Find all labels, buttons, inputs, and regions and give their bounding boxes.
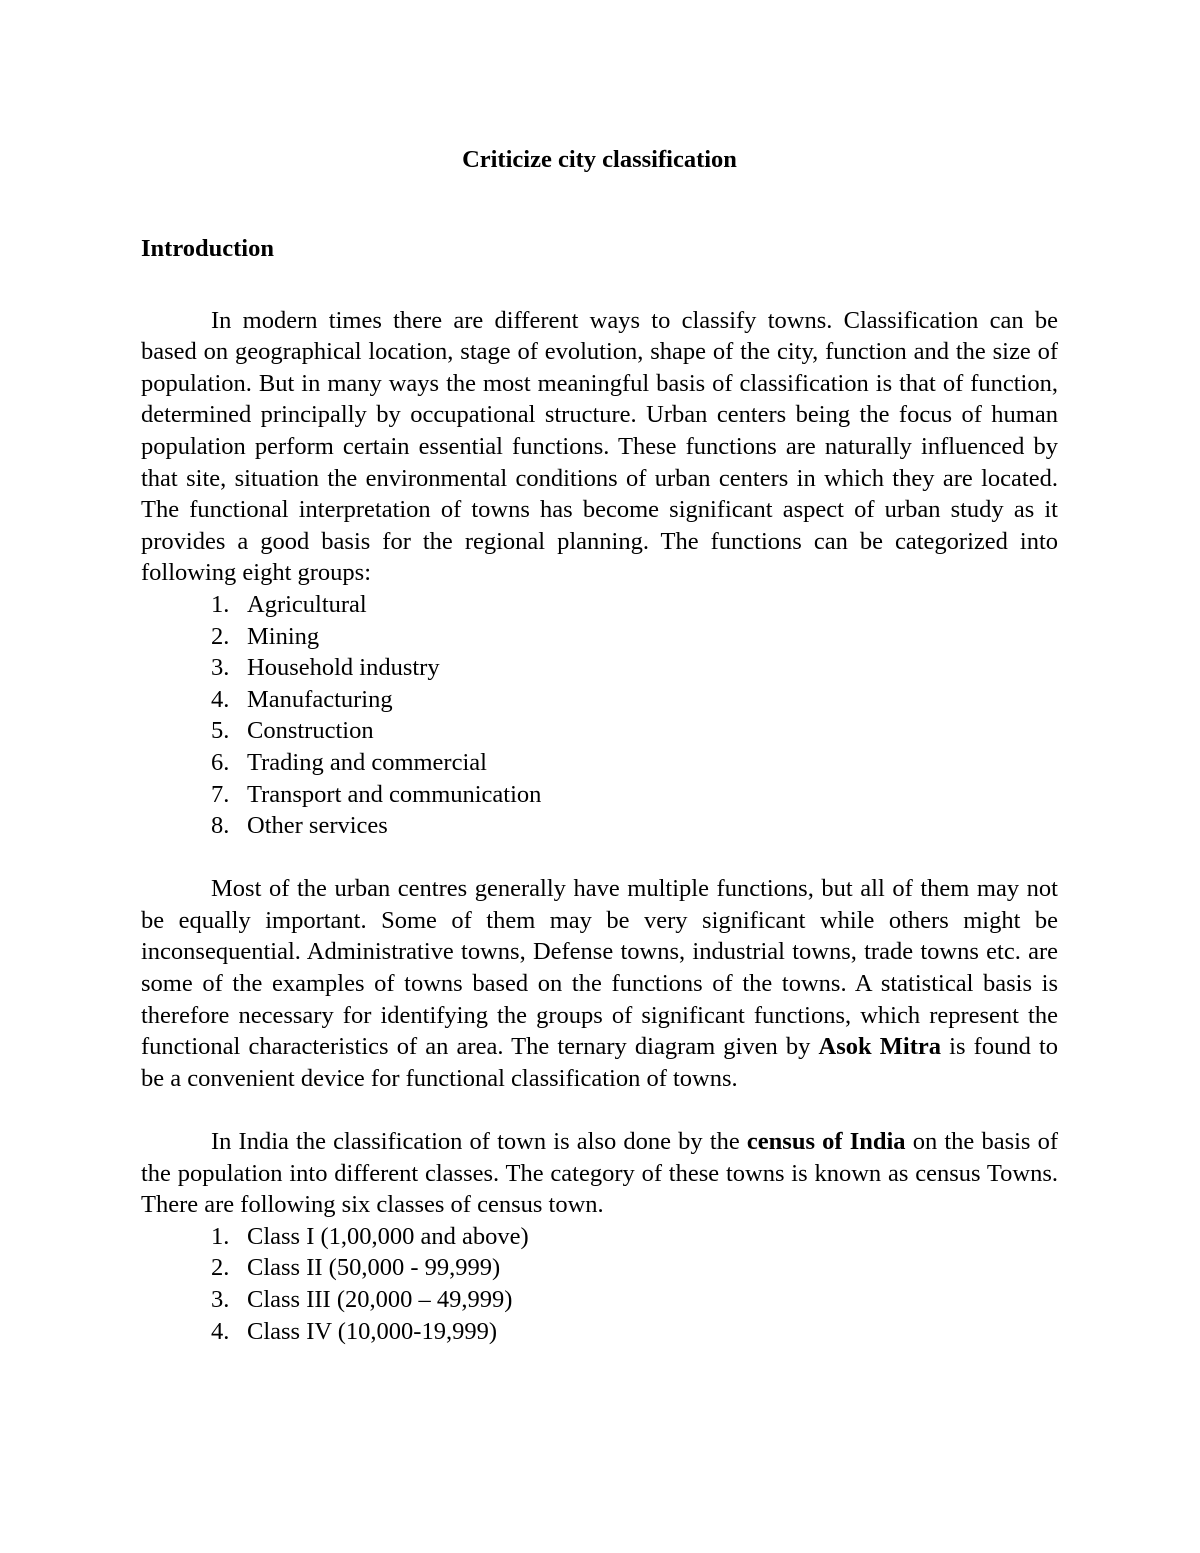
census-term: census of India: [746, 1128, 906, 1156]
list-item: [141, 684, 1058, 716]
list-item: [141, 621, 1058, 653]
author-name: Asok Mitra: [818, 1033, 942, 1061]
list-number: 8.: [211, 812, 230, 840]
list-text: Class IV (10,000-19,999): [247, 1317, 497, 1345]
paragraph-text: In India the classification of town is also done by the: [211, 1128, 740, 1156]
document-body: [141, 140, 1058, 1347]
list-number: 1.: [211, 1222, 230, 1250]
list-text: Transport and communication: [247, 780, 542, 808]
list-item: [141, 1284, 1058, 1316]
list-number: 7.: [211, 780, 230, 808]
list-text: Construction: [247, 717, 374, 745]
list-text: Mining: [247, 622, 320, 650]
list-number: 4.: [211, 685, 230, 713]
list-item: [141, 810, 1058, 842]
list-number: 5.: [211, 717, 230, 745]
paragraph-text: on the basis of the population into different classes. The category of these towns is known as census Towns. There are following six classes of census town.: [141, 1128, 1059, 1219]
list-number: 3.: [211, 654, 230, 682]
list-number: 1.: [211, 590, 230, 618]
list-text: Class II (50,000 - 99,999): [247, 1254, 501, 1282]
list-text: Class I (1,00,000 and above): [247, 1222, 529, 1250]
list-number: 3.: [211, 1286, 230, 1313]
list-item: [141, 1221, 1058, 1253]
list-item: [141, 589, 1058, 621]
functions-list: [141, 589, 1058, 842]
list-text: Household industry: [247, 654, 440, 682]
list-text: Trading and commercial: [247, 748, 487, 776]
list-item: [141, 1252, 1058, 1284]
list-number: 2.: [211, 622, 230, 650]
intro-paragraph: In modern times there are different ways to classify towns. Classification can be based on geographical location, stage of evolution, shape of the city, function and the size of population. But in many ways the most meaningful basis of classification is that of function, determined principally by occupational structure. Urban centers being the focus of human population perform certain essential functions. These functions are naturally influenced by that site, situation the environmental conditions of urban centers in which they are located. The functional interpretation of towns has become significant aspect of urban study as it provides a good basis for the regional planning. The functions can be categorized into following eight groups:: [141, 306, 1058, 587]
list-number: 2.: [211, 1254, 230, 1282]
list-item: [141, 715, 1058, 747]
list-number: 4.: [211, 1317, 230, 1345]
functions-paragraph: [141, 873, 1058, 1094]
list-item: [141, 747, 1058, 779]
list-text: Other services: [247, 812, 388, 840]
list-text: Manufacturing: [247, 685, 393, 713]
list-item: [141, 652, 1058, 684]
list-text: Class III (20,000 – 49,999): [247, 1286, 513, 1313]
section-heading: Introduction: [141, 235, 274, 262]
list-text: Agricultural: [247, 590, 367, 618]
paragraph-text: Most of the urban centres generally have multiple functions, but all of them may not be equally important. Some of them may be very significant while others might be inconsequential. Administrative towns, Defense towns, industrial towns, trade towns etc. are some of the examples of towns based on the functions of the towns. A statistical basis is therefore necessary for identifying the groups of significant functions, which represent the functional characteristics of an area. The ternary diagram given by: [141, 875, 1058, 1061]
page-title: Criticize city classification: [462, 146, 737, 173]
list-number: 6.: [211, 748, 230, 776]
list-item: [141, 1316, 1058, 1348]
list-item: [141, 779, 1058, 811]
census-classes-list: [141, 1221, 1058, 1347]
census-paragraph: [141, 1126, 1058, 1221]
paragraph-text: is found to be a convenient device for functional classification of towns.: [141, 1033, 1059, 1092]
